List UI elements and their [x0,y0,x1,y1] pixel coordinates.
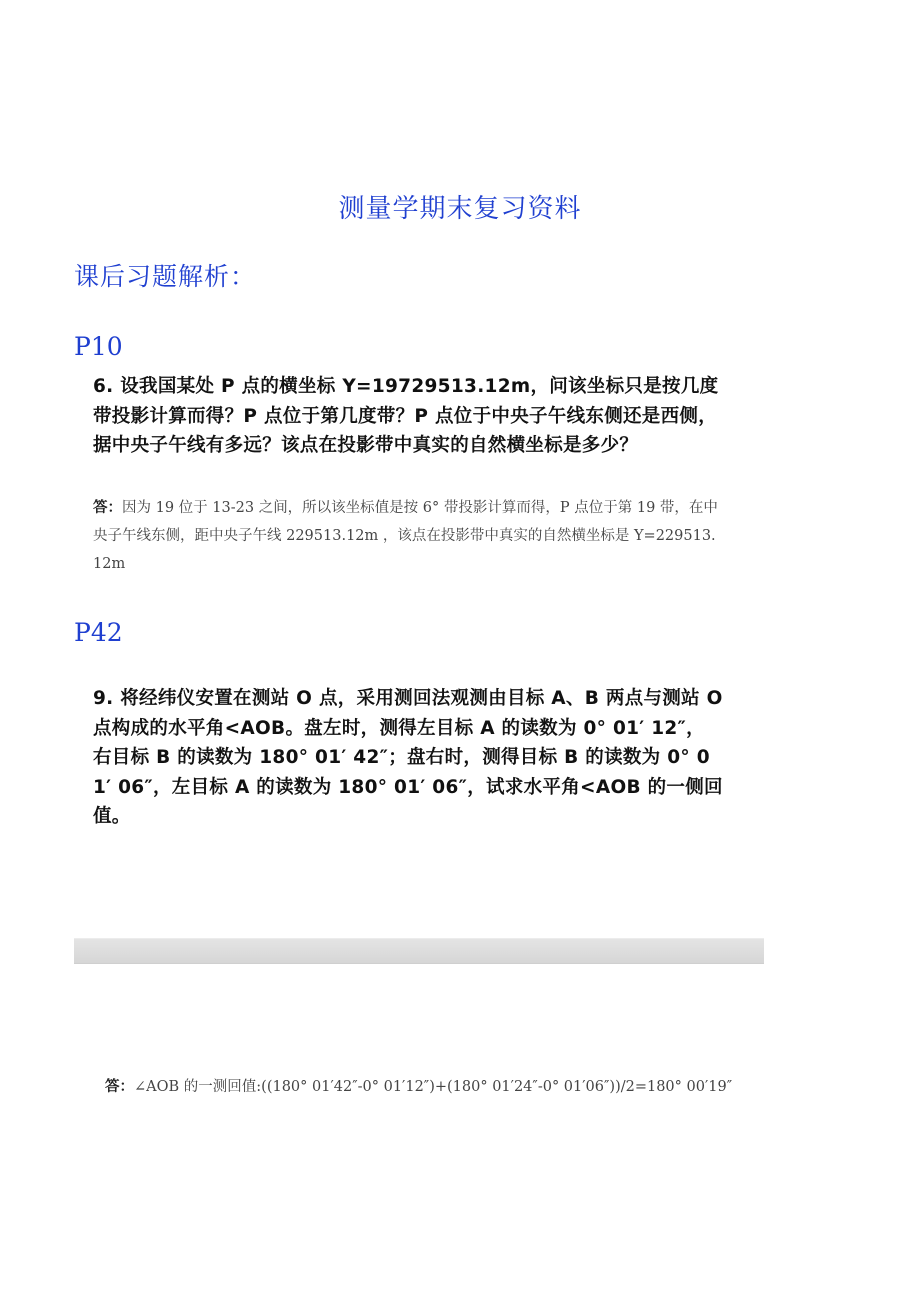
answer-9 [105,1072,745,1102]
document-title: 测量学期末复习资料 [338,194,582,224]
answer-label: 答： [105,1079,134,1095]
page-label-p42: P42 [74,618,123,647]
question-6: 6. 设我国某处 P 点的横坐标 Y=19729513.12m，问该坐标只是按几度带投影计算而得？P 点位于第几度带？P 点位于中央子午线东侧还是西侧，据中央子午线有多远？该点在投影带中真实的自然横坐标是多少？ [93,376,719,456]
answer-6 [93,494,723,578]
question-9: 9. 将经纬仪安置在测站 O 点，采用测回法观测由目标 A、B 两点与测站 O 点构成的水平角<AOB。盘左时，测得左目标 A 的读数为 0° 01′ 12″，右目标 B 的读数为 180° 01′ 42″；盘右时，测得目标 B 的读数为 0° 01′ 06″，左目标 A 的读数为 180° 01′ 06″，试求水平角<AOB 的一侧回值。 [93,688,723,827]
answer-9-text: ∠AOB 的一测回值:((180° 01′42″-0° 01′12″)+(180° 01′24″-0° 01′06″))/2=180° 00′19″ [134,1079,733,1095]
section-heading: 课后习题解析： [74,262,257,291]
answer-6-text: 因为 19 位于 13-23 之间，所以该坐标值是按 6° 带投影计算而得，P 点位于第 19 带，在中央子午线东侧，距中央子午线 229513.12m ，该点在投影带中真实的自然横坐标是 Y=229513.12m [93,500,718,572]
page-label-p10: P10 [74,332,123,361]
answer-label: 答： [93,500,122,516]
divider-bar [74,938,764,964]
